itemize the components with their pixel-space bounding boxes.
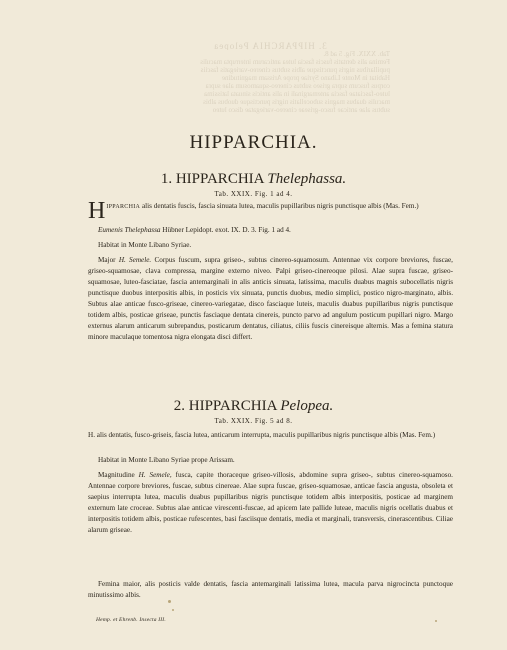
species-1-name: Thelephassa. — [267, 171, 347, 187]
habitat-text: Habitat in Monte Libano Syriae. — [98, 241, 192, 249]
synonym-name: Eumenis Thelephassa — [98, 226, 161, 234]
species-1-description — [88, 255, 453, 343]
species-1-genus: HIPPARCHIA — [175, 171, 264, 187]
desc-lead-2: Magnitudine — [98, 471, 139, 479]
species-1-synonym — [88, 225, 453, 236]
species-2-name: Pelopea. — [280, 398, 334, 414]
page-title: HIPPARCHIA. — [189, 132, 318, 153]
footer-signature: Hemp. et Ehrenb. Insecta III. — [96, 617, 166, 623]
species-1-heading — [0, 171, 507, 188]
species-1-diagnosis — [88, 198, 453, 224]
ink-spot — [168, 600, 171, 603]
drop-cap: H — [88, 198, 106, 224]
desc-text-2: fusca, capite thoraceque griseo-villosis, abdomine supra griseo-, subtus cinereo-squamoso. Antennae corpore breviores, fuscae, subtus cinereae. Alae supra fuscae, griseo-squamosae, anticae fascia angusta, obsoleta et saepius interrupta lutea, maculis duabus pupillaribus nigris punctisque totidem albis interpositis, posticae ad marginem externum late croceae. Subtus alae anticae virescenti-fuscae, ad apicem late pallide luteae, maculis nigris ocellatis duabus et interpositis totidem albis, posticae rufescentes, basi fasciisque dentatis, media et marginali, transversis, cinerascentibus. Ciliae alarum griseae. — [88, 471, 453, 534]
species-2-diagnosis: H. alis dentatis, fusco-griseis, fascia lutea, anticarum interrupta, maculis pupillaribus nigris punctisque albis (Mas. Fem.) — [88, 431, 436, 439]
desc-lead: Major — [98, 256, 119, 264]
diagnosis-text: alis dentatis fuscis, fascia sinuata lutea, maculis pupillaribus nigris punctisque albis (Mas. Fem.) — [140, 202, 419, 210]
species-1-plate-ref: Tab. XXIX. Fig. 1 ad 4. — [214, 190, 293, 198]
synonym-ref: Hübner Lepidopt. exot. IX. D. 3. Fig. 1 ad 4. — [160, 226, 291, 234]
desc-ref: H. Semele. — [118, 256, 152, 264]
species-2-heading — [0, 398, 507, 415]
species-2-number: 2. — [173, 398, 186, 414]
show-through-text: 3. HIPPARCHIA Pelopea Tab. XXIX. Fig. 5 ad 8. Femina alis dentatis fuscis fascia lutea anticarum interrupta maculis pupillaribus nigris punctisque albis subtus cinereo-variegatis fasciis Habitat in Monte Libano Syriae prope Arissam magnitudine corpus fuscum supra griseo subtus cinereo-squamosum alae supra luteo-fasciatae fascia antemarginali in alis anticis sinuata latissima maculis duabus magnis subocellatis nigris punctisque duobus albis subtus alae anticae fusco-griseae cinereo-variegatae disco luteo — [200, 42, 390, 114]
species-1-habitat — [88, 240, 453, 251]
ink-spot — [172, 609, 174, 611]
species-2-habitat — [88, 455, 453, 466]
desc-text: Corpus fuscum, supra griseo-, subtus cinereo-squamosum. Antennae vix corpore breviores, fuscae, griseo-squamosae, clava compressa, margine externo niveo. Palpi griseo-cinereoque pilosi. Alae supra fuscae, griseo-squamosae, luteo-fasciatae, fascia antemarginali in alis anticis sinuata, latissima, maculis duabus magnis subocellatis nigris punctisque duobus interpositis albis, in posticis vix sinuata, punctis duobus, medio simplici, postico nigro-marginato, albis. Subtus alae anticae fusco-griseae, cinereo-variegatae, disco fasciaque luteis, maculis duabus pupillaribus nigris punctisque totidem albis, posticae griseae, punctis fasciaque dentata cinereis, puncto parvo ad angulum posticum pupillari nigro. Margo externus alarum anticarum subrepandus, posticarum dentatus, ciliatus, ciliis fuscis cinereisque alternis. Mas a femina statura minore maculaque tomentosa nigra elongata disci differt. — [88, 256, 453, 341]
ink-spot — [435, 620, 437, 622]
species-2-genus: HIPPARCHIA — [188, 398, 277, 414]
species-2-plate-ref: Tab. XXIX. Fig. 5 ad 8. — [214, 417, 293, 425]
diagnosis-smallcaps: IPPARCHIA — [106, 204, 141, 210]
desc-ref-2: H. Semele, — [138, 471, 172, 479]
female-text: Femina maior, alis posticis valde dentatis, fascia antemarginali latissima lutea, macula parva nigrocincta punctoque minutissimo albis. — [88, 580, 453, 599]
habitat-text-2: Habitat in Monte Libano Syriae prope Arissam. — [98, 456, 235, 464]
species-2-female-note — [88, 579, 453, 601]
species-1-number: 1. — [160, 171, 173, 187]
species-2-description — [88, 470, 453, 536]
